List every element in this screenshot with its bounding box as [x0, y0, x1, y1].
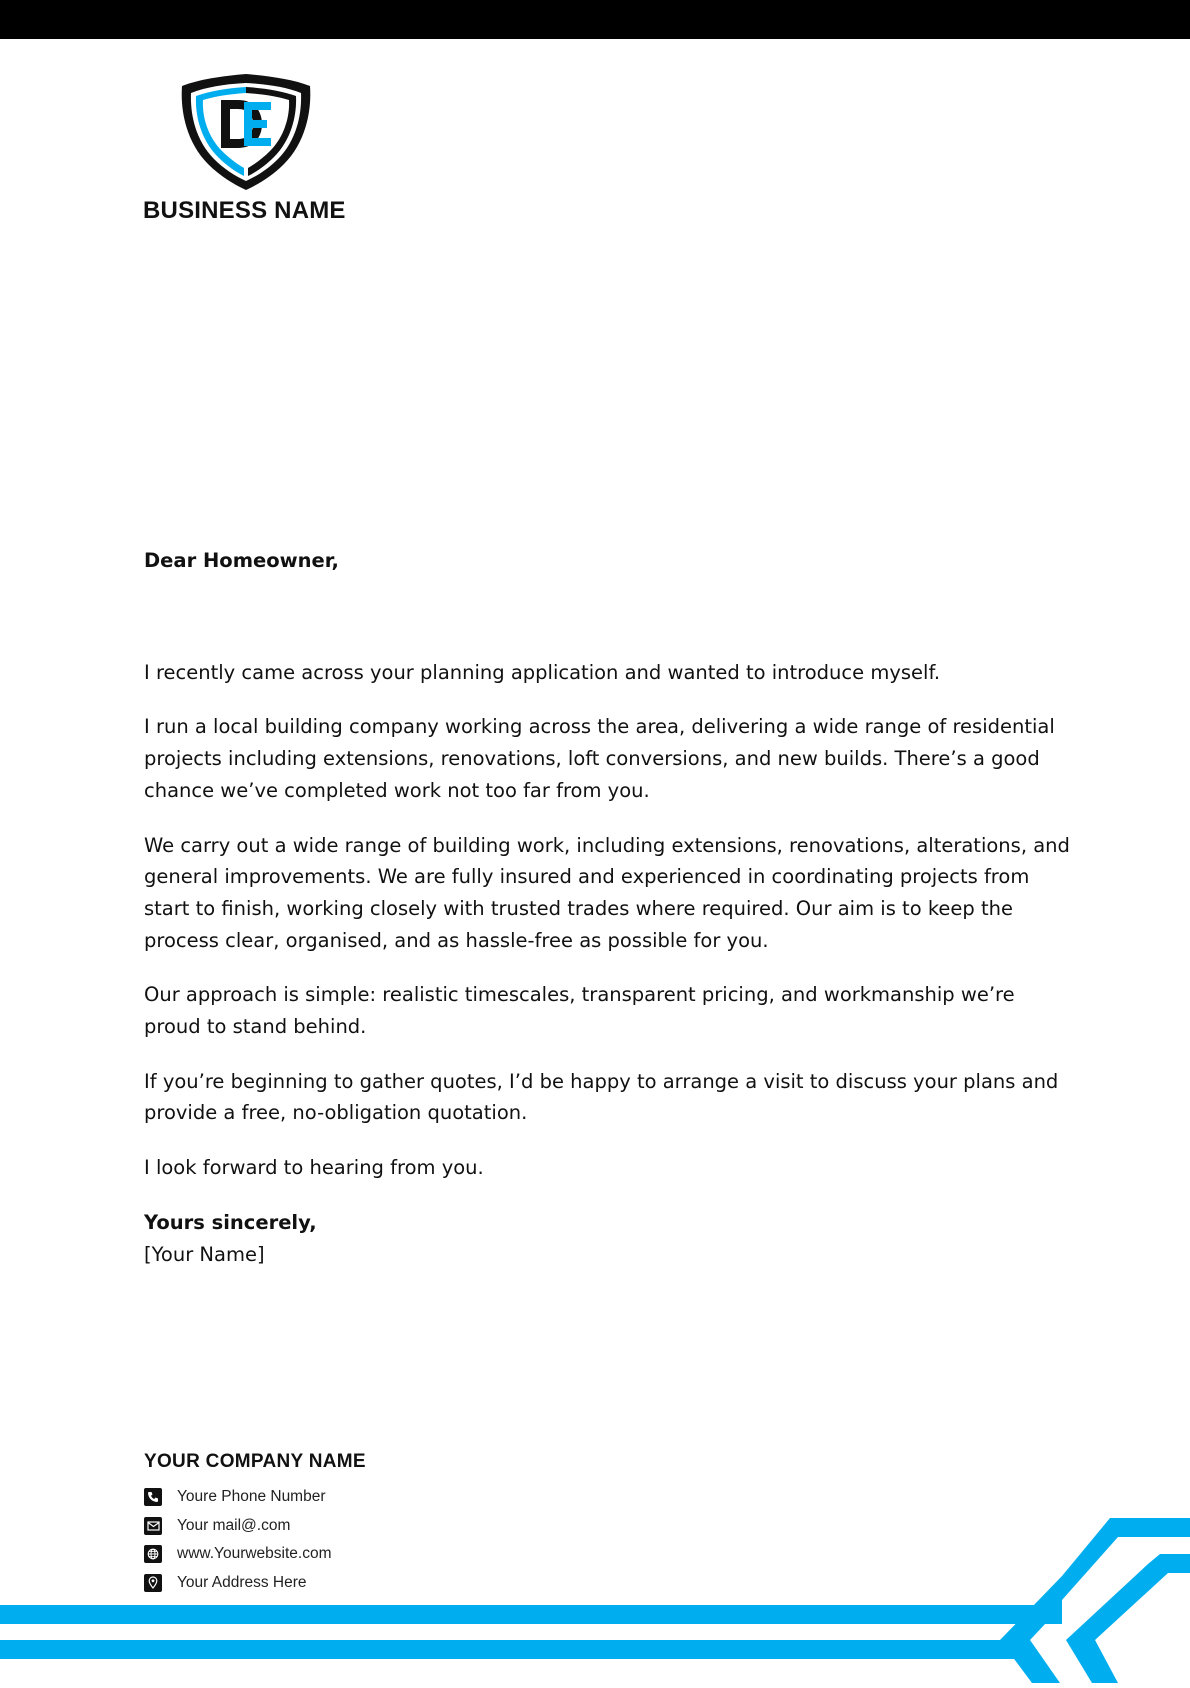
letter-signature: [Your Name] — [144, 1242, 265, 1266]
contact-address-text: Your Address Here — [177, 1573, 307, 1591]
contact-email-text: Your mail@.com — [177, 1516, 291, 1534]
business-name: BUSINESS NAME — [143, 197, 346, 224]
contact-website-text: www.Yourwebsite.com — [177, 1545, 332, 1563]
letter-paragraph: We carry out a wide range of building work, including extensions, renovations, alterations, and general improvements. We are fully insured and experienced in coordinating projects from start to finish, working closely with trusted trades where required. Our aim is to keep the process clear, organised, and as hassle-free as possible for you. — [144, 833, 1070, 952]
phone-icon — [144, 1488, 162, 1506]
letter-greeting: Dear Homeowner, — [144, 549, 339, 572]
letter-body — [144, 545, 1074, 1270]
shield-monogram-icon — [178, 72, 314, 192]
letter-paragraph: If you’re beginning to gather quotes, I’d be happy to arrange a visit to discuss your plans and provide a free, no-obligation quotation. — [144, 1069, 1059, 1125]
letter-paragraph: I run a local building company working across the area, delivering a wide range of residential projects including extensions, renovations, loft conversions, and new builds. There’s a good chance we’ve completed work not too far from you. — [144, 715, 1055, 802]
letter-paragraph: I look forward to hearing from you. — [144, 1156, 484, 1180]
contact-phone-text: Youre Phone Number — [177, 1488, 326, 1506]
top-bar — [0, 0, 1190, 39]
letter-paragraph: Our approach is simple: realistic timescales, transparent pricing, and workmanship we’re proud to stand behind. — [144, 983, 1015, 1039]
letter-closing: Yours sincerely, — [144, 1210, 317, 1234]
contact-phone — [144, 1483, 332, 1512]
footer-company-name: YOUR COMPANY NAME — [144, 1451, 366, 1472]
footer-decoration — [0, 1518, 1190, 1688]
letter-paragraph: I recently came across your planning application and wanted to introduce myself. — [144, 660, 941, 684]
